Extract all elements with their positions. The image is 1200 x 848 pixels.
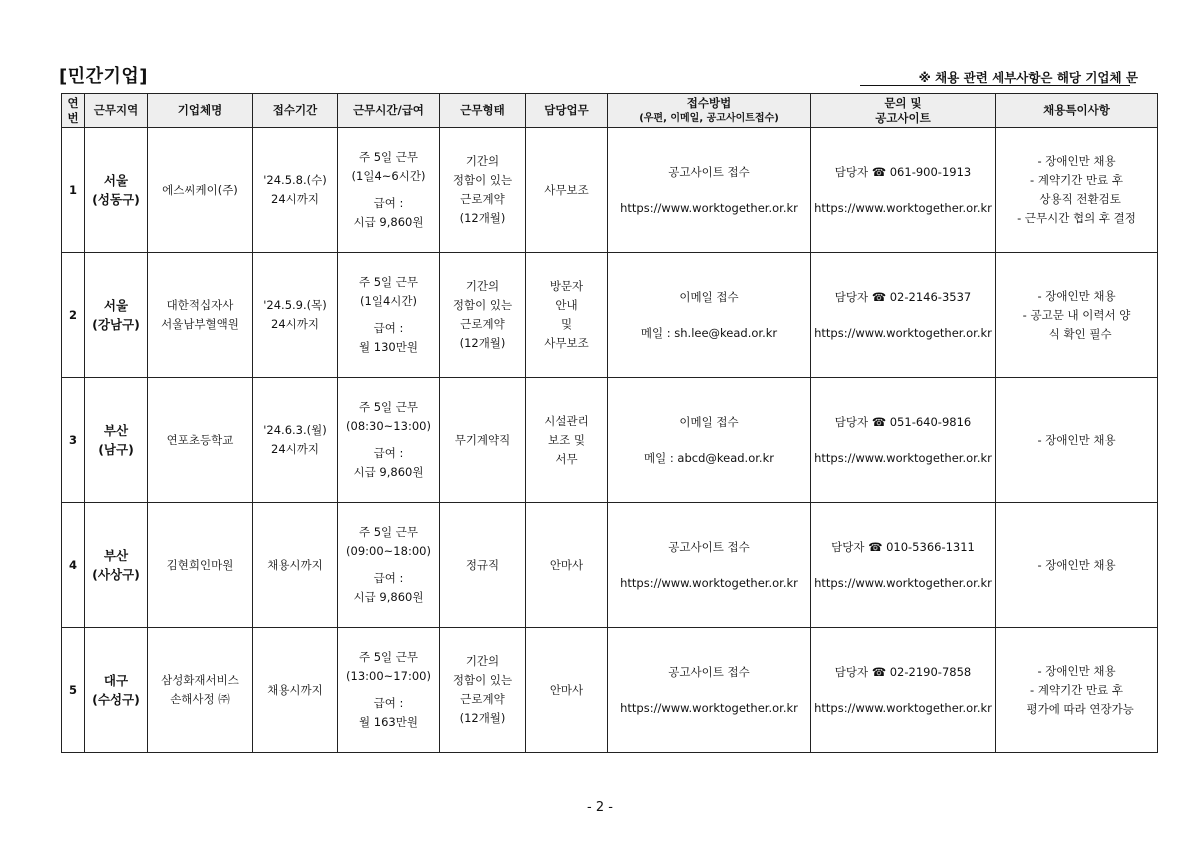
cell-hours: [338, 503, 440, 628]
spacer: [610, 432, 808, 449]
header-hours: 근무시간/급여: [338, 94, 440, 128]
table-row: [62, 628, 1158, 753]
hours-line: 급여 :: [373, 446, 404, 460]
duty-line: 안마사: [549, 557, 584, 572]
spacer: [813, 307, 993, 324]
cell-period: [253, 253, 338, 378]
hours-line: 급여 :: [373, 196, 404, 210]
hours-line: 주 5일 근무: [358, 275, 419, 289]
cell-hours: [338, 628, 440, 753]
cell-region: [85, 378, 148, 503]
spacer: [340, 186, 437, 194]
special-line: - 장애인만 채용: [1037, 663, 1116, 678]
period-line: 채용시까지: [267, 557, 323, 572]
hours-line: 월 163만원: [359, 715, 418, 729]
special-line: 평가에 따라 연장가능: [1019, 701, 1134, 716]
cell-apply: [608, 628, 811, 753]
spacer: [610, 182, 808, 199]
apply-line: 메일 : sh.lee@kead.or.kr: [640, 325, 778, 340]
apply-line: https://www.worktogether.or.kr: [620, 700, 798, 715]
cell-type: [440, 128, 526, 253]
cell-type: [440, 628, 526, 753]
cell-type: [440, 253, 526, 378]
duty-line: 사무보조: [544, 182, 589, 197]
type-line: 기간의: [465, 279, 500, 293]
cell-company: [148, 628, 253, 753]
special-line: - 계약기간 만료 후: [1030, 682, 1123, 697]
notice-text: ※ 채용 관련 세부사항은 해당 기업체 문: [918, 70, 1138, 85]
cell-no: 2: [62, 253, 85, 378]
cell-contact: [811, 128, 996, 253]
type-line: 근로계약: [460, 692, 505, 706]
spacer: [340, 686, 437, 694]
spacer: [813, 182, 993, 199]
header-region: 근무지역: [85, 94, 148, 128]
cell-no: 4: [62, 503, 85, 628]
cell-company: [148, 503, 253, 628]
type-line: 정함이 있는: [452, 173, 513, 187]
type-line: 정함이 있는: [452, 673, 513, 687]
hours-line: 주 5일 근무: [358, 400, 419, 414]
cell-hours: [338, 378, 440, 503]
spacer: [340, 561, 437, 569]
hours-line: 급여 :: [373, 321, 404, 335]
table-header-row: [62, 94, 1158, 128]
table-row: [62, 503, 1158, 628]
special-line: - 장애인만 채용: [1037, 432, 1116, 447]
region-line: (사상구): [92, 567, 140, 582]
special-line: - 공고문 내 이력서 양: [1022, 307, 1131, 322]
spacer: [610, 682, 808, 699]
hours-line: 시급 9,860원: [353, 465, 424, 479]
cell-period: [253, 128, 338, 253]
cell-region: [85, 253, 148, 378]
spacer: [813, 557, 993, 574]
section-title: [민간기업]: [59, 66, 149, 87]
company-line: 에스씨케이(주): [162, 182, 238, 197]
apply-line: 이메일 접수: [679, 414, 739, 429]
header-special: 채용특이사항: [996, 94, 1158, 128]
cell-type: [440, 378, 526, 503]
hours-line: 주 5일 근무: [358, 525, 419, 539]
hours-line: 주 5일 근무: [358, 150, 419, 164]
type-line: (12개월): [459, 336, 506, 350]
duty-line: 안마사: [549, 682, 584, 697]
table-row: [62, 378, 1158, 503]
cell-contact: [811, 253, 996, 378]
header-apply: 접수방법 (우편, 이메일, 공고사이트접수): [608, 94, 811, 128]
notice-underline: [860, 85, 1130, 86]
special-line: - 장애인만 채용: [1037, 154, 1116, 168]
company-line: 서울남부혈액원: [161, 317, 239, 331]
company-line: 손해사정 ㈜: [170, 692, 230, 706]
period-line: 24시까지: [271, 192, 319, 206]
cell-period: [253, 628, 338, 753]
duty-line: 서무: [555, 451, 578, 466]
period-line: 채용시까지: [267, 682, 323, 697]
hours-line: 주 5일 근무: [358, 650, 419, 664]
region-line: (강남구): [92, 317, 140, 332]
header-duty: 담당업무: [526, 94, 608, 128]
cell-no: 3: [62, 378, 85, 503]
cell-duty: [526, 253, 608, 378]
hours-line: 급여 :: [373, 696, 404, 710]
hours-line: (09:00~18:00): [346, 544, 431, 558]
type-line: 정규직: [465, 557, 500, 572]
header-type: 근무형태: [440, 94, 526, 128]
region-line: (수성구): [92, 692, 140, 707]
company-line: 삼성화재서비스: [161, 673, 239, 687]
special-line: - 장애인만 채용: [1037, 288, 1116, 303]
header-company: 기업체명: [148, 94, 253, 128]
header-period: 접수기간: [253, 94, 338, 128]
apply-line: 공고사이트 접수: [668, 664, 750, 679]
cell-region: [85, 128, 148, 253]
spacer: [610, 557, 808, 574]
cell-contact: [811, 628, 996, 753]
cell-apply: [608, 128, 811, 253]
contact-line: 담당자 ☎ 02-2146-3537: [834, 289, 972, 304]
cell-duty: [526, 378, 608, 503]
type-line: 기간의: [465, 154, 500, 168]
special-line: - 장애인만 채용: [1037, 557, 1116, 572]
duty-line: 및: [560, 317, 573, 331]
cell-region: [85, 628, 148, 753]
type-line: 정함이 있는: [452, 298, 513, 312]
contact-line: https://www.worktogether.or.kr: [814, 575, 992, 590]
type-line: (12개월): [459, 711, 506, 725]
region-line: (남구): [98, 442, 134, 457]
region-line: 대구: [103, 673, 129, 688]
type-line: 근로계약: [460, 317, 505, 331]
header-no: 연 번: [62, 94, 85, 128]
hours-line: (1일4~6시간): [351, 169, 426, 183]
spacer: [813, 682, 993, 699]
duty-line: 방문자: [549, 279, 584, 293]
contact-line: 담당자 ☎ 051-640-9816: [834, 414, 972, 429]
period-line: '24.6.3.(월): [263, 423, 327, 437]
page-number: - 2 -: [587, 800, 613, 815]
spacer: [813, 432, 993, 449]
apply-line: https://www.worktogether.or.kr: [620, 575, 798, 590]
cell-period: [253, 503, 338, 628]
duty-line: 보조 및: [548, 432, 585, 447]
company-line: 연포초등학교: [166, 432, 234, 447]
hours-line: 시급 9,860원: [353, 590, 424, 604]
cell-apply: [608, 503, 811, 628]
special-line: 식 확인 필수: [1041, 326, 1112, 341]
spacer: [340, 311, 437, 319]
cell-special: [996, 378, 1158, 503]
cell-duty: [526, 503, 608, 628]
apply-line: 공고사이트 접수: [668, 539, 750, 554]
apply-line: 이메일 접수: [679, 289, 739, 304]
company-line: 김현희인마원: [166, 557, 234, 572]
hours-line: (08:30~13:00): [346, 419, 431, 433]
type-line: (12개월): [459, 211, 506, 225]
cell-special: [996, 128, 1158, 253]
cell-company: [148, 378, 253, 503]
cell-no: 1: [62, 128, 85, 253]
apply-line: 공고사이트 접수: [668, 164, 750, 179]
contact-line: 담당자 ☎ 010-5366-1311: [831, 539, 975, 554]
company-line: 대한적십자사: [166, 298, 234, 312]
period-line: 24시까지: [271, 317, 319, 331]
region-line: 부산: [103, 423, 129, 438]
header-contact: 문의 및 공고사이트: [811, 94, 996, 128]
table-row: [62, 128, 1158, 253]
apply-line: https://www.worktogether.or.kr: [620, 200, 798, 215]
duty-line: 안내: [555, 298, 578, 312]
contact-line: 담당자 ☎ 02-2190-7858: [834, 664, 972, 679]
hours-line: 월 130만원: [359, 340, 418, 354]
contact-line: 담당자 ☎ 061-900-1913: [834, 164, 972, 179]
cell-apply: [608, 253, 811, 378]
hours-line: 시급 9,860원: [353, 215, 424, 229]
apply-line: 메일 : abcd@kead.or.kr: [644, 450, 774, 465]
cell-no: 5: [62, 628, 85, 753]
region-line: 서울: [103, 298, 129, 313]
cell-contact: [811, 503, 996, 628]
period-line: '24.5.8.(수): [263, 173, 327, 187]
cell-hours: [338, 253, 440, 378]
cell-company: [148, 253, 253, 378]
type-line: 근로계약: [460, 192, 505, 206]
special-line: 상용직 전환검토: [1032, 192, 1121, 206]
cell-contact: [811, 378, 996, 503]
hours-line: 급여 :: [373, 571, 404, 585]
contact-line: https://www.worktogether.or.kr: [814, 200, 992, 215]
region-line: 부산: [103, 548, 129, 563]
spacer: [340, 436, 437, 444]
special-line: - 계약기간 만료 후: [1030, 173, 1123, 187]
period-line: 24시까지: [271, 442, 319, 456]
duty-line: 시설관리: [544, 413, 589, 428]
region-line: 서울: [103, 173, 129, 188]
job-listing-table: [61, 93, 1158, 753]
contact-line: https://www.worktogether.or.kr: [814, 700, 992, 715]
cell-type: [440, 503, 526, 628]
cell-region: [85, 503, 148, 628]
cell-company: [148, 128, 253, 253]
type-line: 기간의: [465, 654, 500, 668]
cell-duty: [526, 128, 608, 253]
cell-duty: [526, 628, 608, 753]
hours-line: (13:00~17:00): [346, 669, 431, 683]
period-line: '24.5.9.(목): [263, 298, 327, 312]
type-line: 무기계약직: [454, 432, 511, 447]
special-line: - 근무시간 협의 후 결정: [1017, 211, 1136, 225]
duty-line: 사무보조: [544, 336, 589, 350]
table-row: [62, 253, 1158, 378]
contact-line: https://www.worktogether.or.kr: [814, 325, 992, 340]
spacer: [610, 307, 808, 324]
cell-special: [996, 503, 1158, 628]
cell-apply: [608, 378, 811, 503]
cell-special: [996, 628, 1158, 753]
cell-period: [253, 378, 338, 503]
region-line: (성동구): [92, 192, 140, 207]
cell-special: [996, 253, 1158, 378]
cell-hours: [338, 128, 440, 253]
contact-line: https://www.worktogether.or.kr: [814, 450, 992, 465]
hours-line: (1일4시간): [360, 294, 417, 308]
